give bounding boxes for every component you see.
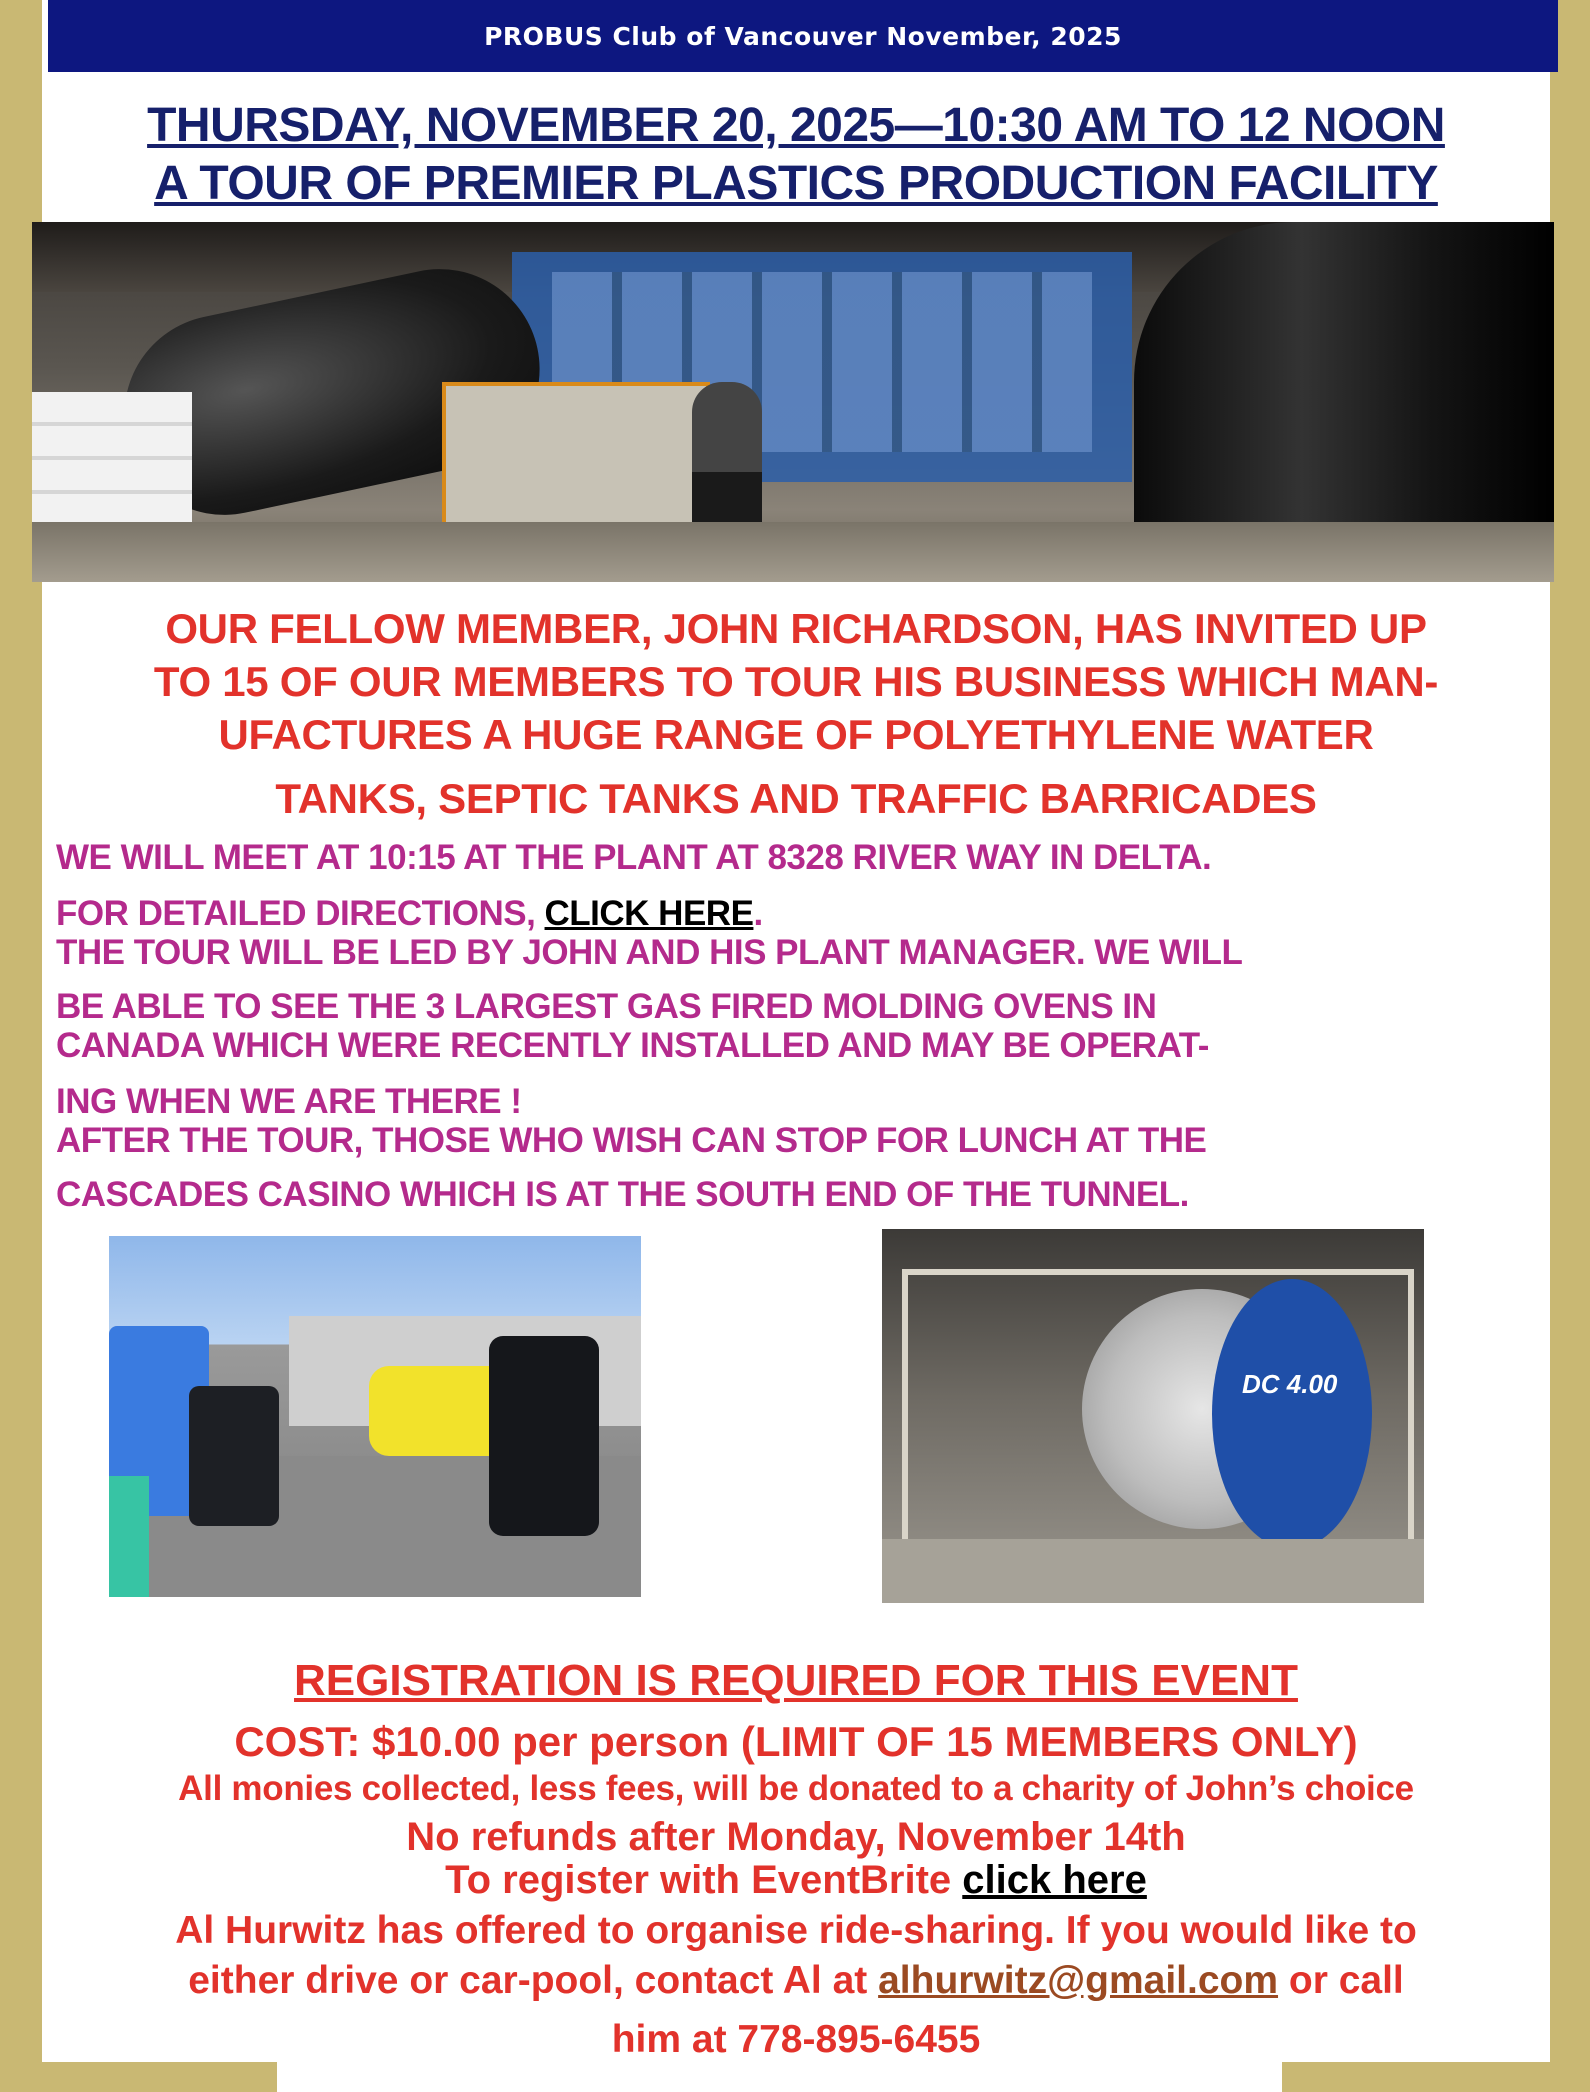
- invitation-line: OUR FELLOW MEMBER, JOHN RICHARDSON, HAS INVITED UP: [165, 605, 1427, 652]
- register-line: [42, 1856, 1550, 1904]
- invitation-line: UFACTURES A HUGE RANGE OF POLYETHYLENE WATER: [218, 711, 1374, 758]
- lunch-line: AFTER THE TOUR, THOSE WHO WISH CAN STOP FOR LUNCH AT THE: [56, 1121, 1207, 1160]
- phone-line: him at 778-895-6455: [611, 2018, 981, 2061]
- factory-floor: [32, 522, 1554, 582]
- oven-blue-disc: [1212, 1279, 1372, 1549]
- tank-yard-photo: [109, 1236, 641, 1597]
- lunch-line: CASCADES CASINO WHICH IS AT THE SOUTH END OF THE TUNNEL.: [56, 1175, 1189, 1214]
- register-link[interactable]: click here: [962, 1858, 1147, 1902]
- directions-link[interactable]: CLICK HERE: [544, 894, 754, 933]
- cost-line: COST: $10.00 per person (LIMIT OF 15 MEMBERS ONLY): [234, 1718, 1358, 1765]
- event-date-headline: THURSDAY, NOVEMBER 20, 2025—10:30 AM TO 12 NOON: [147, 99, 1445, 152]
- email-link[interactable]: alhurwitz@gmail.com: [878, 1959, 1279, 2002]
- oven-label: DC 4.00: [1242, 1369, 1338, 1399]
- factory-photo: [32, 222, 1554, 582]
- donation-line: All monies collected, less fees, will be donated to a charity of John’s choice: [178, 1769, 1414, 1808]
- tour-line: ING WHEN WE ARE THERE !: [56, 1082, 522, 1121]
- tour-line: THE TOUR WILL BE LED BY JOHN AND HIS PLANT MANAGER. WE WILL: [56, 933, 1243, 972]
- bottom-border-right: [1282, 2062, 1590, 2092]
- black-tank: [189, 1386, 279, 1526]
- molding-oven-photo: [882, 1229, 1424, 1603]
- invitation-line: TANKS, SEPTIC TANKS AND TRAFFIC BARRICADES: [275, 775, 1317, 822]
- directions-text: FOR DETAILED DIRECTIONS,: [56, 894, 545, 933]
- rideshare-contact-line: [42, 1956, 1550, 2006]
- registration-heading: REGISTRATION IS REQUIRED FOR THIS EVENT: [294, 1656, 1298, 1705]
- newsletter-header: [48, 0, 1558, 72]
- rideshare-call-text: or call: [1278, 1959, 1404, 2002]
- register-text: To register with EventBrite: [445, 1858, 963, 1902]
- event-title-headline: A TOUR OF PREMIER PLASTICS PRODUCTION FACILITY: [154, 157, 1438, 210]
- rideshare-line: Al Hurwitz has offered to organise ride-sharing. If you would like to: [175, 1909, 1417, 1952]
- rideshare-contact-text: either drive or car-pool, contact Al at: [188, 1959, 879, 2002]
- directions-line: [56, 894, 1546, 934]
- bottom-border-left: [0, 2062, 277, 2092]
- yellow-tank: [369, 1366, 509, 1456]
- header-title: PROBUS Club of Vancouver November, 2025: [484, 21, 1122, 51]
- invitation-text: [42, 602, 1550, 761]
- tour-line: CANADA WHICH WERE RECENTLY INSTALLED AND MAY BE OPERAT-: [56, 1026, 1209, 1065]
- directions-period: .: [753, 894, 763, 933]
- black-tank: [489, 1336, 599, 1536]
- invitation-line: TO 15 OF OUR MEMBERS TO TOUR HIS BUSINESS WHICH MAN-: [153, 658, 1439, 705]
- meeting-location: WE WILL MEET AT 10:15 AT THE PLANT AT 8328 RIVER WAY IN DELTA.: [56, 838, 1212, 877]
- green-tank: [109, 1476, 149, 1597]
- tour-line: BE ABLE TO SEE THE 3 LARGEST GAS FIRED MOLDING OVENS IN: [56, 987, 1157, 1026]
- oven-floor: [882, 1539, 1424, 1603]
- refund-line: No refunds after Monday, November 14th: [406, 1815, 1186, 1859]
